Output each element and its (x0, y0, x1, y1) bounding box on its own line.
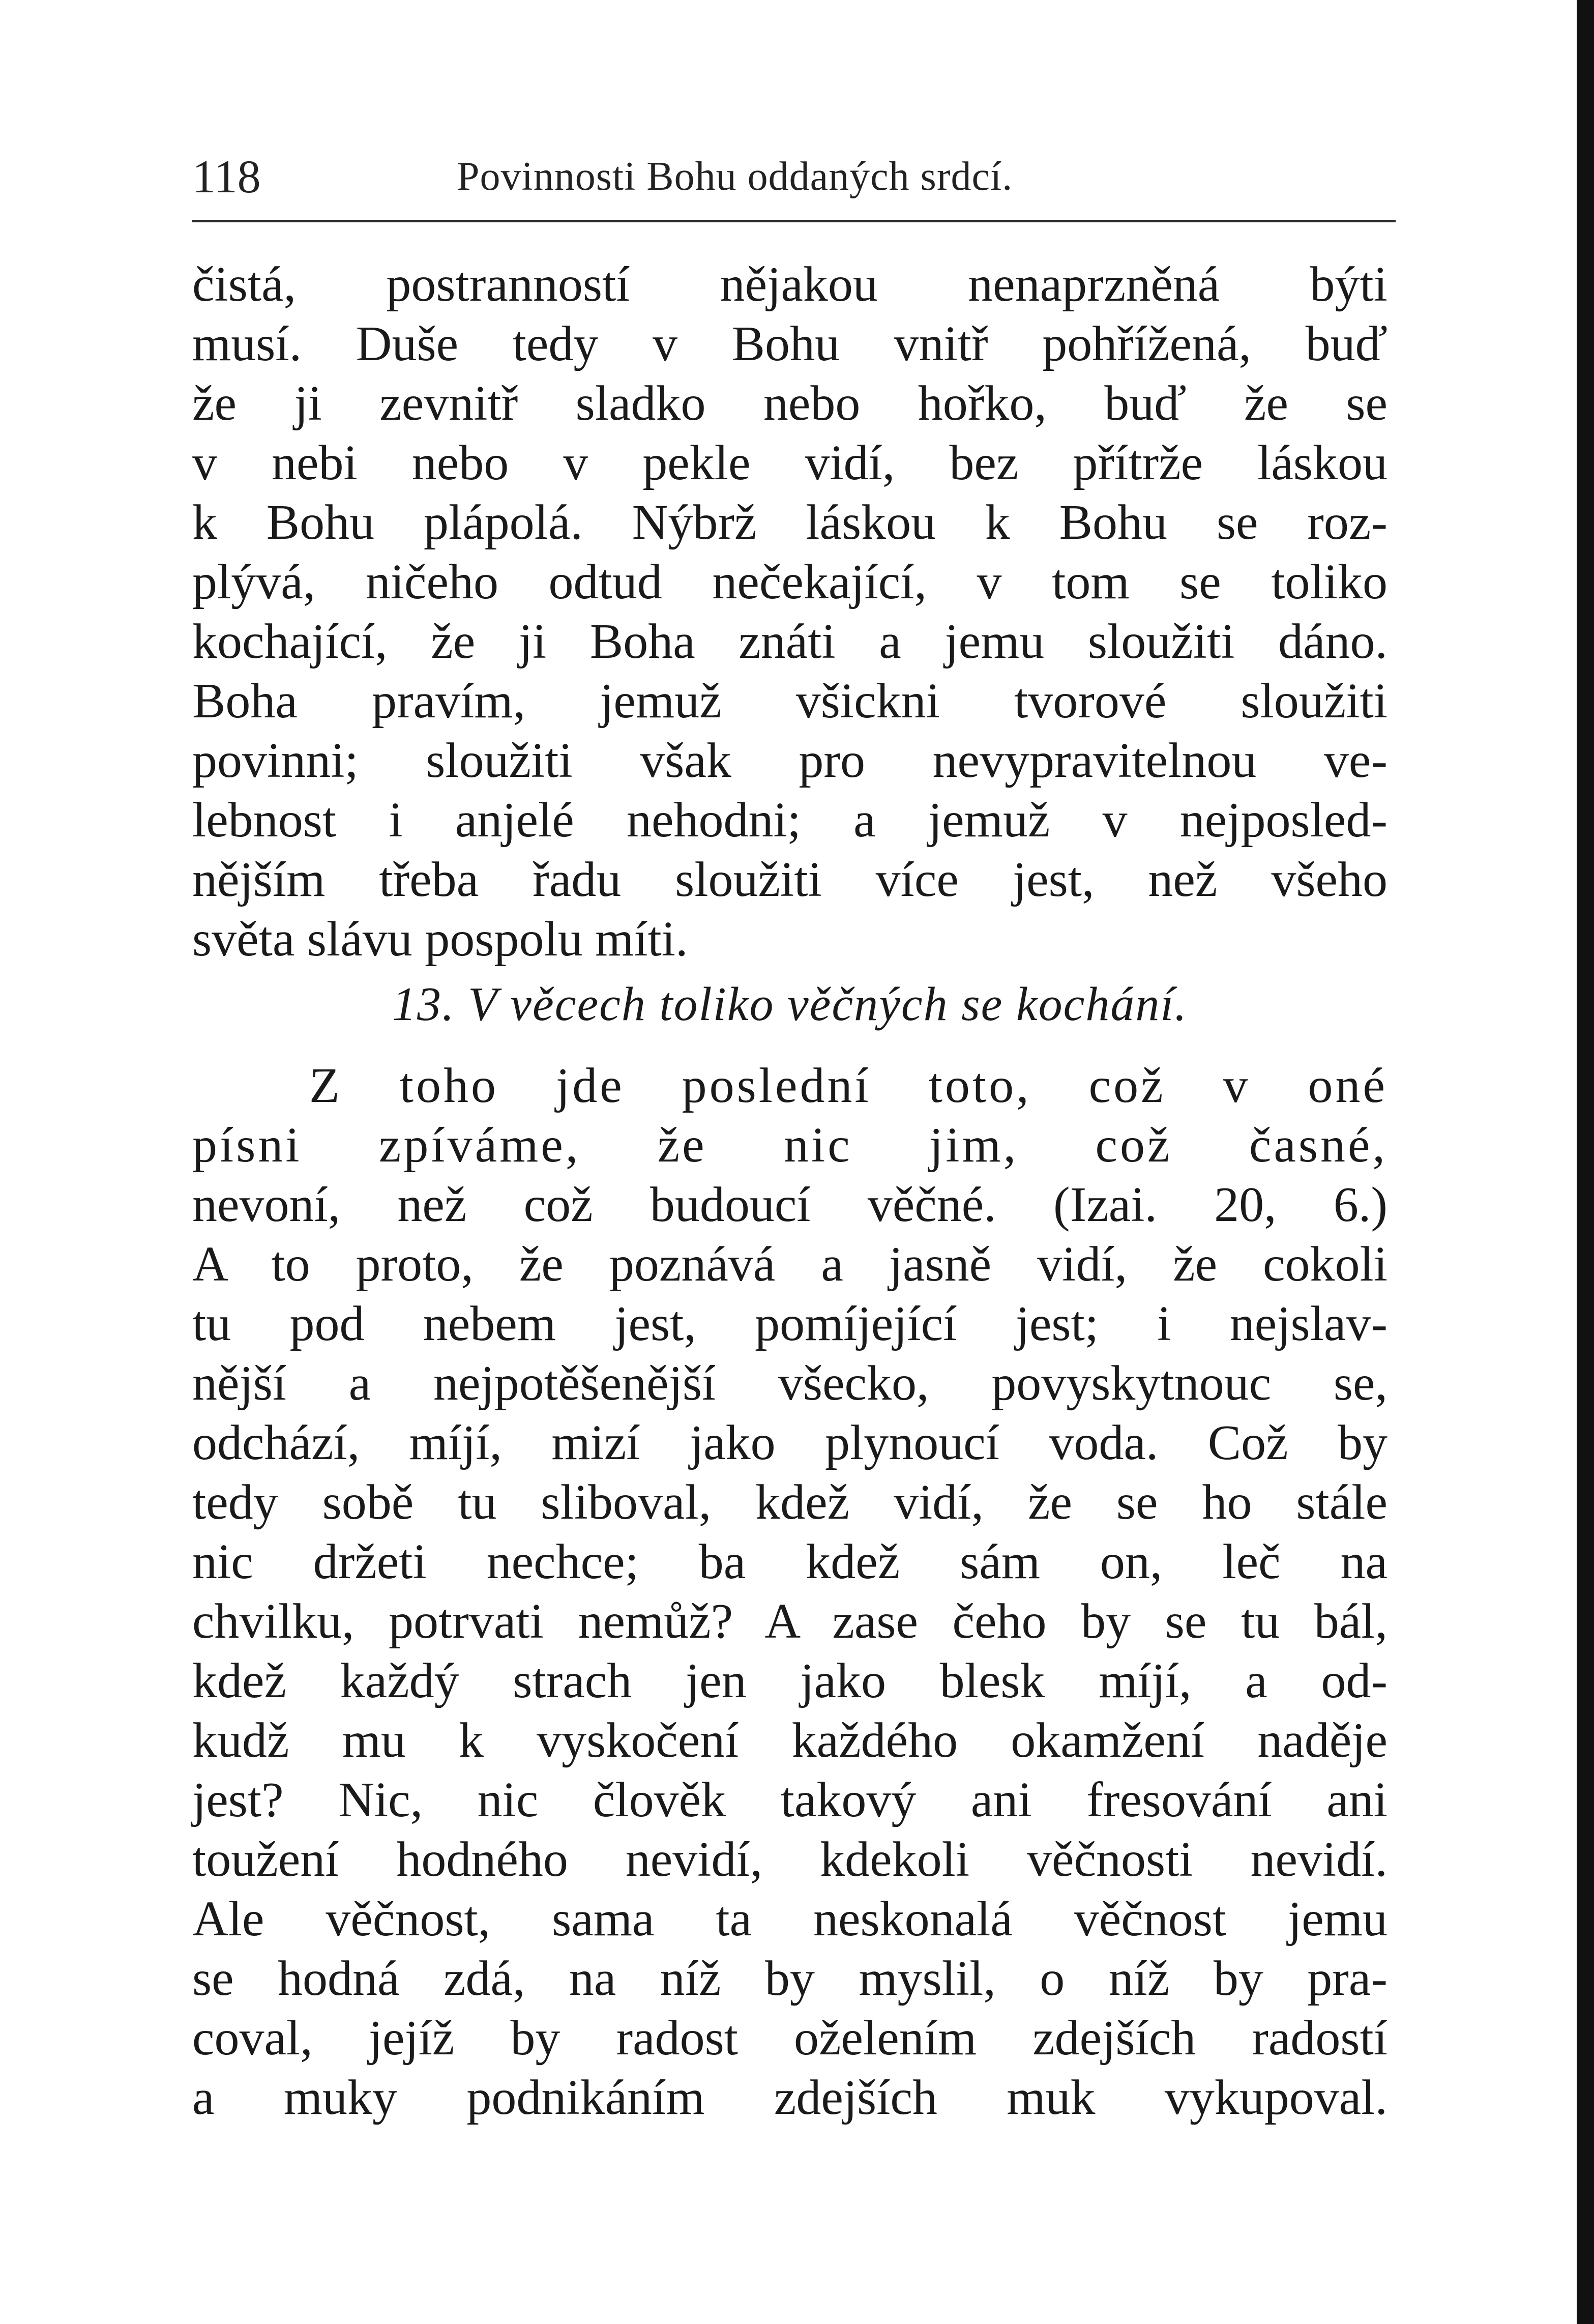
text-line: povinni; sloužiti však pro nevypravitelnou ve- (192, 733, 1388, 788)
section-heading: 13. V věcech toliko věčných se kochání. (392, 978, 1188, 1031)
text-line: lebnost i anjelé nehodni; a jemuž v nejposled- (192, 793, 1388, 848)
running-title: Povinnosti Bohu oddaných srdcí. (457, 154, 1013, 199)
text-line: toužení hodného nevidí, kdekoli věčnosti nevidí. (192, 1832, 1388, 1887)
text-line: že ji zevnitř sladko nebo hořko, buď že se (192, 376, 1388, 431)
text-line: kdež každý strach jen jako blesk míjí, a od- (192, 1653, 1388, 1708)
page-number: 118 (192, 151, 261, 202)
page-header (192, 149, 1388, 205)
text-line: tedy sobě tu sliboval, kdež vidí, že se ho stále (192, 1475, 1388, 1530)
text-line: Z toho jde poslední toto, což v oné (309, 1058, 1388, 1113)
text-line: a muky podnikáním zdejších muk vykupoval. (192, 2070, 1388, 2125)
text-line: odchází, míjí, mizí jako plynoucí voda. Což by (192, 1415, 1388, 1470)
text-line: plývá, ničeho odtud nečekající, v tom se toliko (192, 555, 1388, 609)
text-line: kudž mu k vyskočení každého okamžení naděje (192, 1713, 1388, 1768)
text-line: tu pod nebem jest, pomíjející jest; i nejslav- (192, 1296, 1388, 1351)
text-line: A to proto, že poznává a jasně vidí, že cokoli (192, 1237, 1388, 1292)
text-line: nevoní, než což budoucí věčné. (Izai. 20, 6.) (192, 1177, 1388, 1232)
text-line: nic držeti nechce; ba kdež sám on, leč na (192, 1534, 1388, 1589)
text-line: Boha pravím, jemuž všickni tvorové sloužiti (192, 674, 1388, 729)
text-line: světa slávu pospolu míti. (192, 912, 688, 967)
text-line: k Bohu plápolá. Nýbrž láskou k Bohu se roz- (192, 495, 1388, 550)
text-line: nější a nejpotěšenější všecko, povyskytnouc se, (192, 1356, 1388, 1411)
text-line: chvilku, potrvati nemůž? A zase čeho by se tu bál, (192, 1594, 1388, 1649)
text-line: se hodná zdá, na níž by myslil, o níž by pra- (192, 1951, 1388, 2006)
text-line: Ale věčnost, sama ta neskonalá věčnost jemu (192, 1892, 1388, 1947)
text-line: jest? Nic, nic člověk takový ani fresování ani (192, 1773, 1388, 1827)
text-line: coval, jejíž by radost oželením zdejších radostí (192, 2011, 1388, 2066)
text-line: písni zpíváme, že nic jim, což časné, (192, 1118, 1388, 1173)
header-rule (192, 220, 1396, 222)
text-line: musí. Duše tedy v Bohu vnitř pohřížená, buď (192, 316, 1388, 371)
text-line: v nebi nebo v pekle vidí, bez přítrže láskou (192, 435, 1388, 490)
text-line: nějším třeba řadu sloužiti více jest, než všeho (192, 852, 1388, 907)
text-line: kochající, že ji Boha znáti a jemu sloužiti dáno. (192, 614, 1388, 669)
text-line: čistá, postranností nějakou nenaprzněná býti (192, 257, 1388, 312)
scan-edge-border (1577, 0, 1594, 2324)
